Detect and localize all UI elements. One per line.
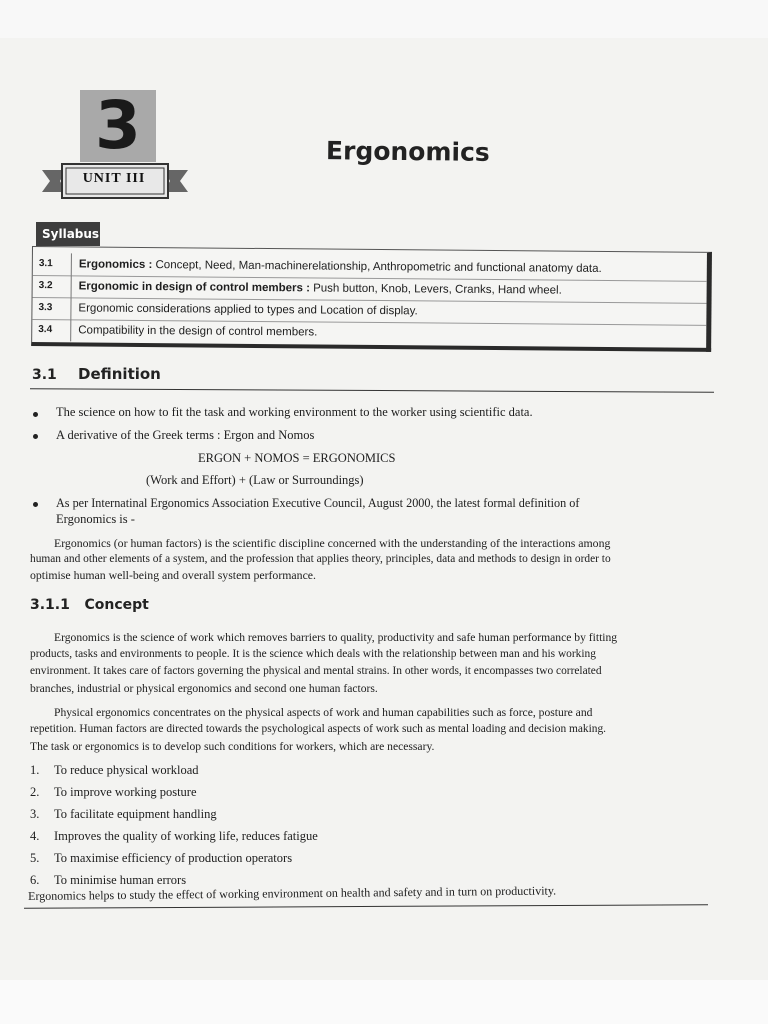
list-number: 1. <box>30 763 40 777</box>
syllabus-item-heading: Ergonomics : <box>78 258 153 272</box>
definition-bullet: The science on how to fit the task and working environment to the worker using scientific data. <box>56 405 533 419</box>
syllabus-item-detail: Push button, Knob, Levers, Cranks, Hand wheel. <box>309 282 562 297</box>
syllabus-item-text: Compatibility in the design of control members. <box>78 324 318 339</box>
concept-paragraph: products, tasks and environments to people. It is the science which deals with the relationship between man and his working <box>30 648 596 660</box>
list-item: To improve working posture <box>54 785 197 799</box>
syllabus-item-number: 3.1 <box>38 258 53 270</box>
syllabus-divider <box>70 319 71 341</box>
page-bottom-margin <box>0 980 768 1024</box>
unit-label: UNIT III <box>82 171 146 186</box>
concept-paragraph: repetition. Human factors are directed towards the psychological aspects of work such as mental loading and decision making. <box>30 723 607 735</box>
list-item: To minimise human errors <box>54 873 187 887</box>
syllabus-box <box>31 246 712 352</box>
page-top-margin <box>0 0 768 38</box>
section-rule <box>30 388 714 393</box>
syllabus-item-number: 3.3 <box>38 302 53 314</box>
definition-bullet-continued: Ergonomics is - <box>56 512 135 526</box>
syllabus-tab: Syllabus <box>36 222 100 246</box>
equation-line: (Work and Effort) + (Law or Surroundings) <box>146 473 364 487</box>
concept-paragraph: Physical ergonomics concentrates on the physical aspects of work and human capabilities such as force, posture and <box>54 706 593 719</box>
definition-paragraph: human and other elements of a system, and the profession that applies theory, principles, data and methods to design in order to <box>30 553 611 565</box>
list-number: 5. <box>30 851 40 865</box>
list-item: Improves the quality of working life, reduces fatigue <box>54 829 318 843</box>
list-number: 4. <box>30 829 40 843</box>
list-number: 2. <box>30 785 40 799</box>
list-item: To maximise efficiency of production operators <box>54 851 293 865</box>
syllabus-item <box>32 319 706 347</box>
concept-paragraph: Ergonomics is the science of work which removes barriers to quality, productivity and safe human performance by fitting <box>54 631 618 644</box>
list-item: To reduce physical workload <box>54 763 199 777</box>
definition-paragraph: optimise human well-being and overall system performance. <box>30 568 316 582</box>
definition-bullet: A derivative of the Greek terms : Ergon and Nomos <box>56 428 315 442</box>
bullet-icon <box>33 502 38 507</box>
bullet-icon <box>33 412 38 417</box>
syllabus-item-heading: Ergonomic in design of control members : <box>78 280 311 295</box>
syllabus-item-number: 3.2 <box>38 280 53 292</box>
chapter-number: 3 <box>95 87 141 164</box>
bullet-icon <box>33 434 38 439</box>
list-item: To facilitate equipment handling <box>54 807 217 821</box>
syllabus-divider <box>70 297 71 319</box>
section-title: Definition <box>78 365 161 383</box>
syllabus-item-text: Ergonomic considerations applied to types and Location of display. <box>78 302 418 318</box>
syllabus-item-detail: Concept, Need, Man-machinerelationship, Anthropometric and functional anatomy data. <box>152 259 602 275</box>
definition-paragraph: Ergonomics (or human factors) is the scientific discipline concerned with the understanding of the interactions among <box>54 536 611 550</box>
concept-paragraph: The task or ergonomics is to develop such conditions for workers, which are necessary. <box>30 740 435 753</box>
closing-sentence: Ergonomics helps to study the effect of working environment on health and safety and in turn on productivity. <box>28 883 557 903</box>
list-number: 6. <box>30 873 40 887</box>
subsection-title: 3.1.1 Concept <box>30 597 149 613</box>
section-number: 3.1 <box>32 367 57 383</box>
syllabus-divider <box>71 275 72 297</box>
concept-paragraph: branches, industrial or physical ergonomics and second one human factors. <box>30 682 378 695</box>
syllabus-item-number: 3.4 <box>38 324 53 336</box>
equation-line: ERGON + NOMOS = ERGONOMICS <box>198 451 396 465</box>
list-number: 3. <box>30 807 40 821</box>
concept-paragraph: environment. It takes care of factors governing the physical and mental strains. In other words, it encompasses two correlated <box>30 665 602 677</box>
definition-bullet: As per Internatinal Ergonomics Association Executive Council, August 2000, the latest formal definition of <box>56 496 580 510</box>
syllabus-divider <box>71 253 72 275</box>
chapter-title: Ergonomics <box>325 136 490 167</box>
bottom-rule <box>24 904 708 909</box>
